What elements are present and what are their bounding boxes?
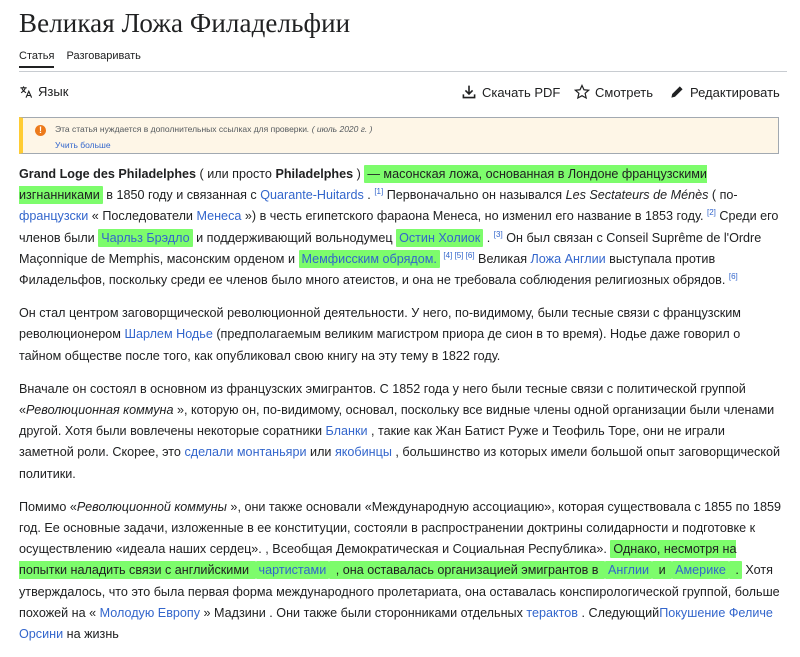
paragraph-text: в 1850 году и связанная с [102,188,261,203]
highlighted-text: и [652,561,672,579]
paragraph [19,379,781,485]
paragraph-text: и поддерживающий вольнодумец [192,230,397,245]
highlighted-link[interactable]: Мемфисским обрядом. [299,250,440,268]
warning-icon: ! [35,125,46,136]
citation-ref[interactable]: [6] [728,271,738,281]
article-link[interactable]: Ложа Англии [530,251,606,266]
article-link[interactable]: Шарлем Нодье [124,327,213,342]
paragraph-text: Он стал центром заговорщической революционной деятельности. У него, по-видимому, были тесные связи с французским революционером [19,306,741,342]
highlighted-link[interactable]: Америке [672,561,729,579]
highlighted-link[interactable]: Остин Холиок [396,229,483,247]
highlighted-link[interactable]: Чарльз Брэдло [98,229,192,247]
article-body [19,164,781,657]
italic-text: Les Sectateurs de Ménès [565,188,709,203]
article-link[interactable]: Quarante-Huitards [260,188,364,203]
paragraph-text: « Последователи [88,209,197,224]
paragraph-text: Среди его членов были [19,209,779,245]
tab-article[interactable]: Статья [19,50,54,68]
paragraph-text: , большинство из которых имели большой опыт заговорщической политики. [19,445,781,481]
article-link[interactable]: Покушение Феличе Орсини [19,605,773,642]
paragraph-text: . [363,188,375,203]
learn-more-link[interactable]: Учить больше [55,140,111,150]
paragraph [19,497,781,645]
paragraph [19,303,781,367]
refimprove-notice [19,117,779,154]
edit-label: Редактировать [690,84,780,100]
citation-ref[interactable]: [3] [493,229,503,239]
paragraph-text: ) [353,167,365,181]
citation-ref[interactable]: [4] [5] [6] [443,250,475,260]
page-title: Великая Ложа Филадельфии [19,8,351,38]
article-link[interactable]: терактов [526,605,579,620]
paragraph-text: Великая [474,251,531,266]
italic-text: Революционная коммуна [26,403,174,418]
notice-date: . ( июль 2020 г. ) [307,124,373,134]
paragraph-text: (предполагаемым великим магистром приора де сион в то время). Нодье даже говорил о тайном обществе после того, как опубликовал свою книгу на эту тему в 1822 году. [19,327,741,363]
page-tabs [19,50,150,72]
paragraph [19,164,781,291]
article-link[interactable]: Молодую Европу [99,605,201,620]
citation-ref[interactable]: [1] [374,187,384,197]
highlighted-text: Однако, несмотря на попытки наладить связи с английскими [19,542,737,578]
paragraph-text: ( по- [708,188,738,203]
watch-button[interactable] [574,84,653,100]
article-link[interactable]: Бланки [325,424,368,439]
citation-ref[interactable]: [2] [706,208,716,218]
translate-icon [19,85,33,99]
paragraph-text: ») в честь египетского фараона Менеса, но изменил его название в 1853 году. [241,209,707,224]
edit-button[interactable] [669,84,780,100]
highlighted-text: . [729,561,742,579]
bold-text: Philadelphes [275,167,354,181]
paragraph-text: Хотя утверждалось, что это была первая форма международного пролетариата, она оставалась конспирологической группой, больше похожей на « [19,563,780,620]
paragraph-text: или [306,445,335,460]
highlighted-link[interactable]: Англии [605,561,652,579]
download-icon [461,84,477,100]
article-link[interactable]: французски [19,209,89,224]
paragraph-text: Вначале он состоял в основном из французских эмигрантов. С 1852 года у него были тесные связи с политической группой « [19,381,746,418]
tabs-divider [19,71,787,72]
bold-text: Grand Loge des Philadelphes [19,167,197,181]
star-icon [574,84,590,100]
paragraph-text: на жизнь [63,627,119,642]
italic-text: Революционной коммуны [76,499,227,514]
paragraph-text: », они также основали «Международную ассоциацию», которая существовала с 1855 по 1859 год. Ее основные задачи, изложенные в ее конституции, состояли в распространении доктрины солидарности и подготовке к осуществлению «идеала наших сердец». , Всеобщая Демократическая и Социальная Республика». [19,499,782,557]
highlighted-link[interactable]: чартистами [256,561,330,579]
page-toolbar [19,82,780,106]
paragraph-text: , такие как Жан Батист Руже и Теофиль Торе, они не играли заметной роли. Скорее, это [19,424,725,460]
language-label: Язык [38,84,69,99]
article-link[interactable]: Менеса [196,209,242,224]
language-button[interactable] [19,84,68,99]
notice-main-text: Эта статья нуждается в дополнительных ссылках для проверки [55,124,307,134]
paragraph-text: ( или просто [196,167,276,181]
article-link[interactable]: якобинцы [334,445,392,460]
highlighted-text: — масонская ложа, основанная в Лондоне французскими изгнанниками [19,167,707,203]
paragraph-text: выступала против Филадельфов, поскольку среди ее членов было много атеистов, и она не требовала соблюдения религиозных обрядов. [19,251,729,288]
paragraph-text: . [483,230,494,245]
paragraph-text: . Следующий [578,605,660,620]
watch-label: Смотреть [595,84,653,100]
highlighted-text: , она оставалась организацией эмигрантов в [329,561,605,579]
tab-talk[interactable]: Разговаривать [66,50,141,62]
paragraph-text: » Мадзини . Они также были сторонниками отдельных [200,605,527,620]
paragraph-text: Помимо « [19,499,77,514]
download-pdf-button[interactable] [461,84,560,100]
paragraph-text: », которую он, по-видимому, основал, поскольку все видные члены одной организации были членами другой. Хотя были вовлечены некоторые соратники [19,403,775,439]
article-link[interactable]: сделали монтаньяри [184,445,307,460]
pencil-icon [669,84,685,100]
paragraph-text: Он был связан с Conseil Suprême de l'Ordre Maçonnique de Memphis, масонским орденом и [19,230,762,266]
paragraph-text: Первоначально он назывался [383,188,566,203]
notice-text [55,124,373,134]
download-pdf-label: Скачать PDF [482,84,561,100]
